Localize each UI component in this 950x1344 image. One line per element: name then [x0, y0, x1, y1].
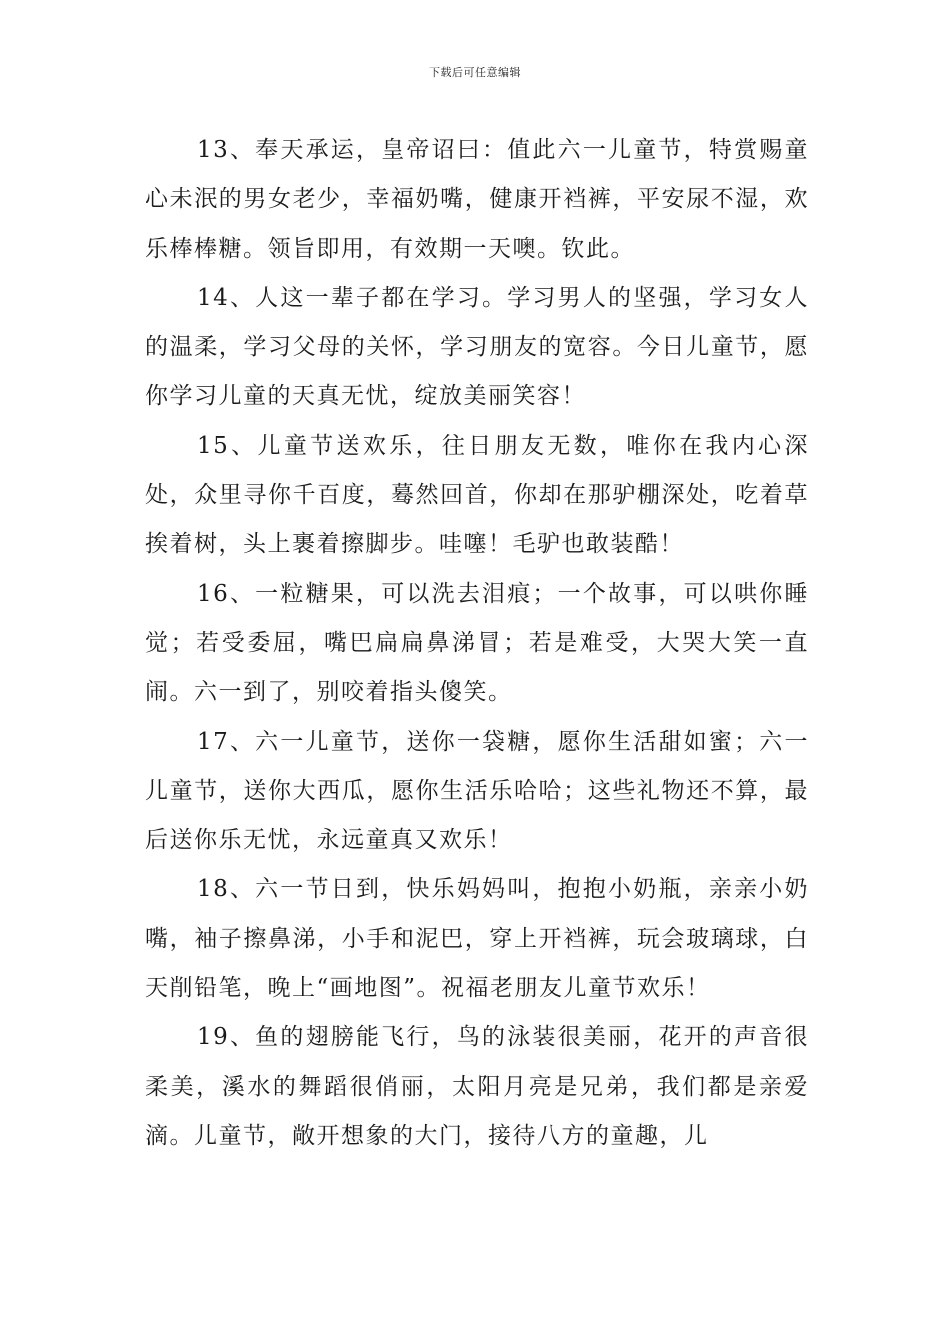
document-body [145, 126, 809, 1161]
paragraph-17: 17、六一儿童节，送你一袋糖，愿你生活甜如蜜；六一儿童节，送你大西瓜，愿你生活乐哈哈；这些礼物还不算，最后送你乐无忧，永远童真又欢乐！ [145, 728, 809, 854]
paragraph-14: 14、人这一辈子都在学习。学习男人的坚强，学习女人的温柔，学习父母的关怀，学习朋友的宽容。今日儿童节，愿你学习儿童的天真无忧，绽放美丽笑容！ [145, 284, 809, 410]
paragraph-16: 16、一粒糖果，可以洗去泪痕；一个故事，可以哄你睡觉；若受委屈，嘴巴扁扁鼻涕冒；若是难受，大哭大笑一直闹。六一到了，别咬着指头傻笑。 [145, 580, 809, 706]
paragraph-19: 19、鱼的翅膀能飞行，鸟的泳装很美丽，花开的声音很柔美，溪水的舞蹈很俏丽，太阳月亮是兄弟，我们都是亲爱滴。儿童节，敞开想象的大门，接待八方的童趣，儿 [145, 1024, 809, 1149]
page-header: 下载后可任意编辑 [429, 66, 521, 79]
paragraph-15: 15、儿童节送欢乐，往日朋友无数，唯你在我内心深处，众里寻你千百度，蓦然回首，你却在那驴棚深处，吃着草挨着树，头上裹着擦脚步。哇噻！毛驴也敢装酷！ [145, 432, 809, 558]
paragraph-18: 18、六一节日到，快乐妈妈叫，抱抱小奶瓶，亲亲小奶嘴，袖子擦鼻涕，小手和泥巴，穿上开裆裤，玩会玻璃球，白天削铅笔，晚上“画地图”。祝福老朋友儿童节欢乐！ [145, 876, 809, 1002]
paragraph-13: 13、奉天承运，皇帝诏曰：值此六一儿童节，特赏赐童心未泯的男女老少，幸福奶嘴，健康开裆裤，平安尿不湿，欢乐棒棒糖。领旨即用，有效期一天噢。钦此。 [145, 137, 809, 262]
